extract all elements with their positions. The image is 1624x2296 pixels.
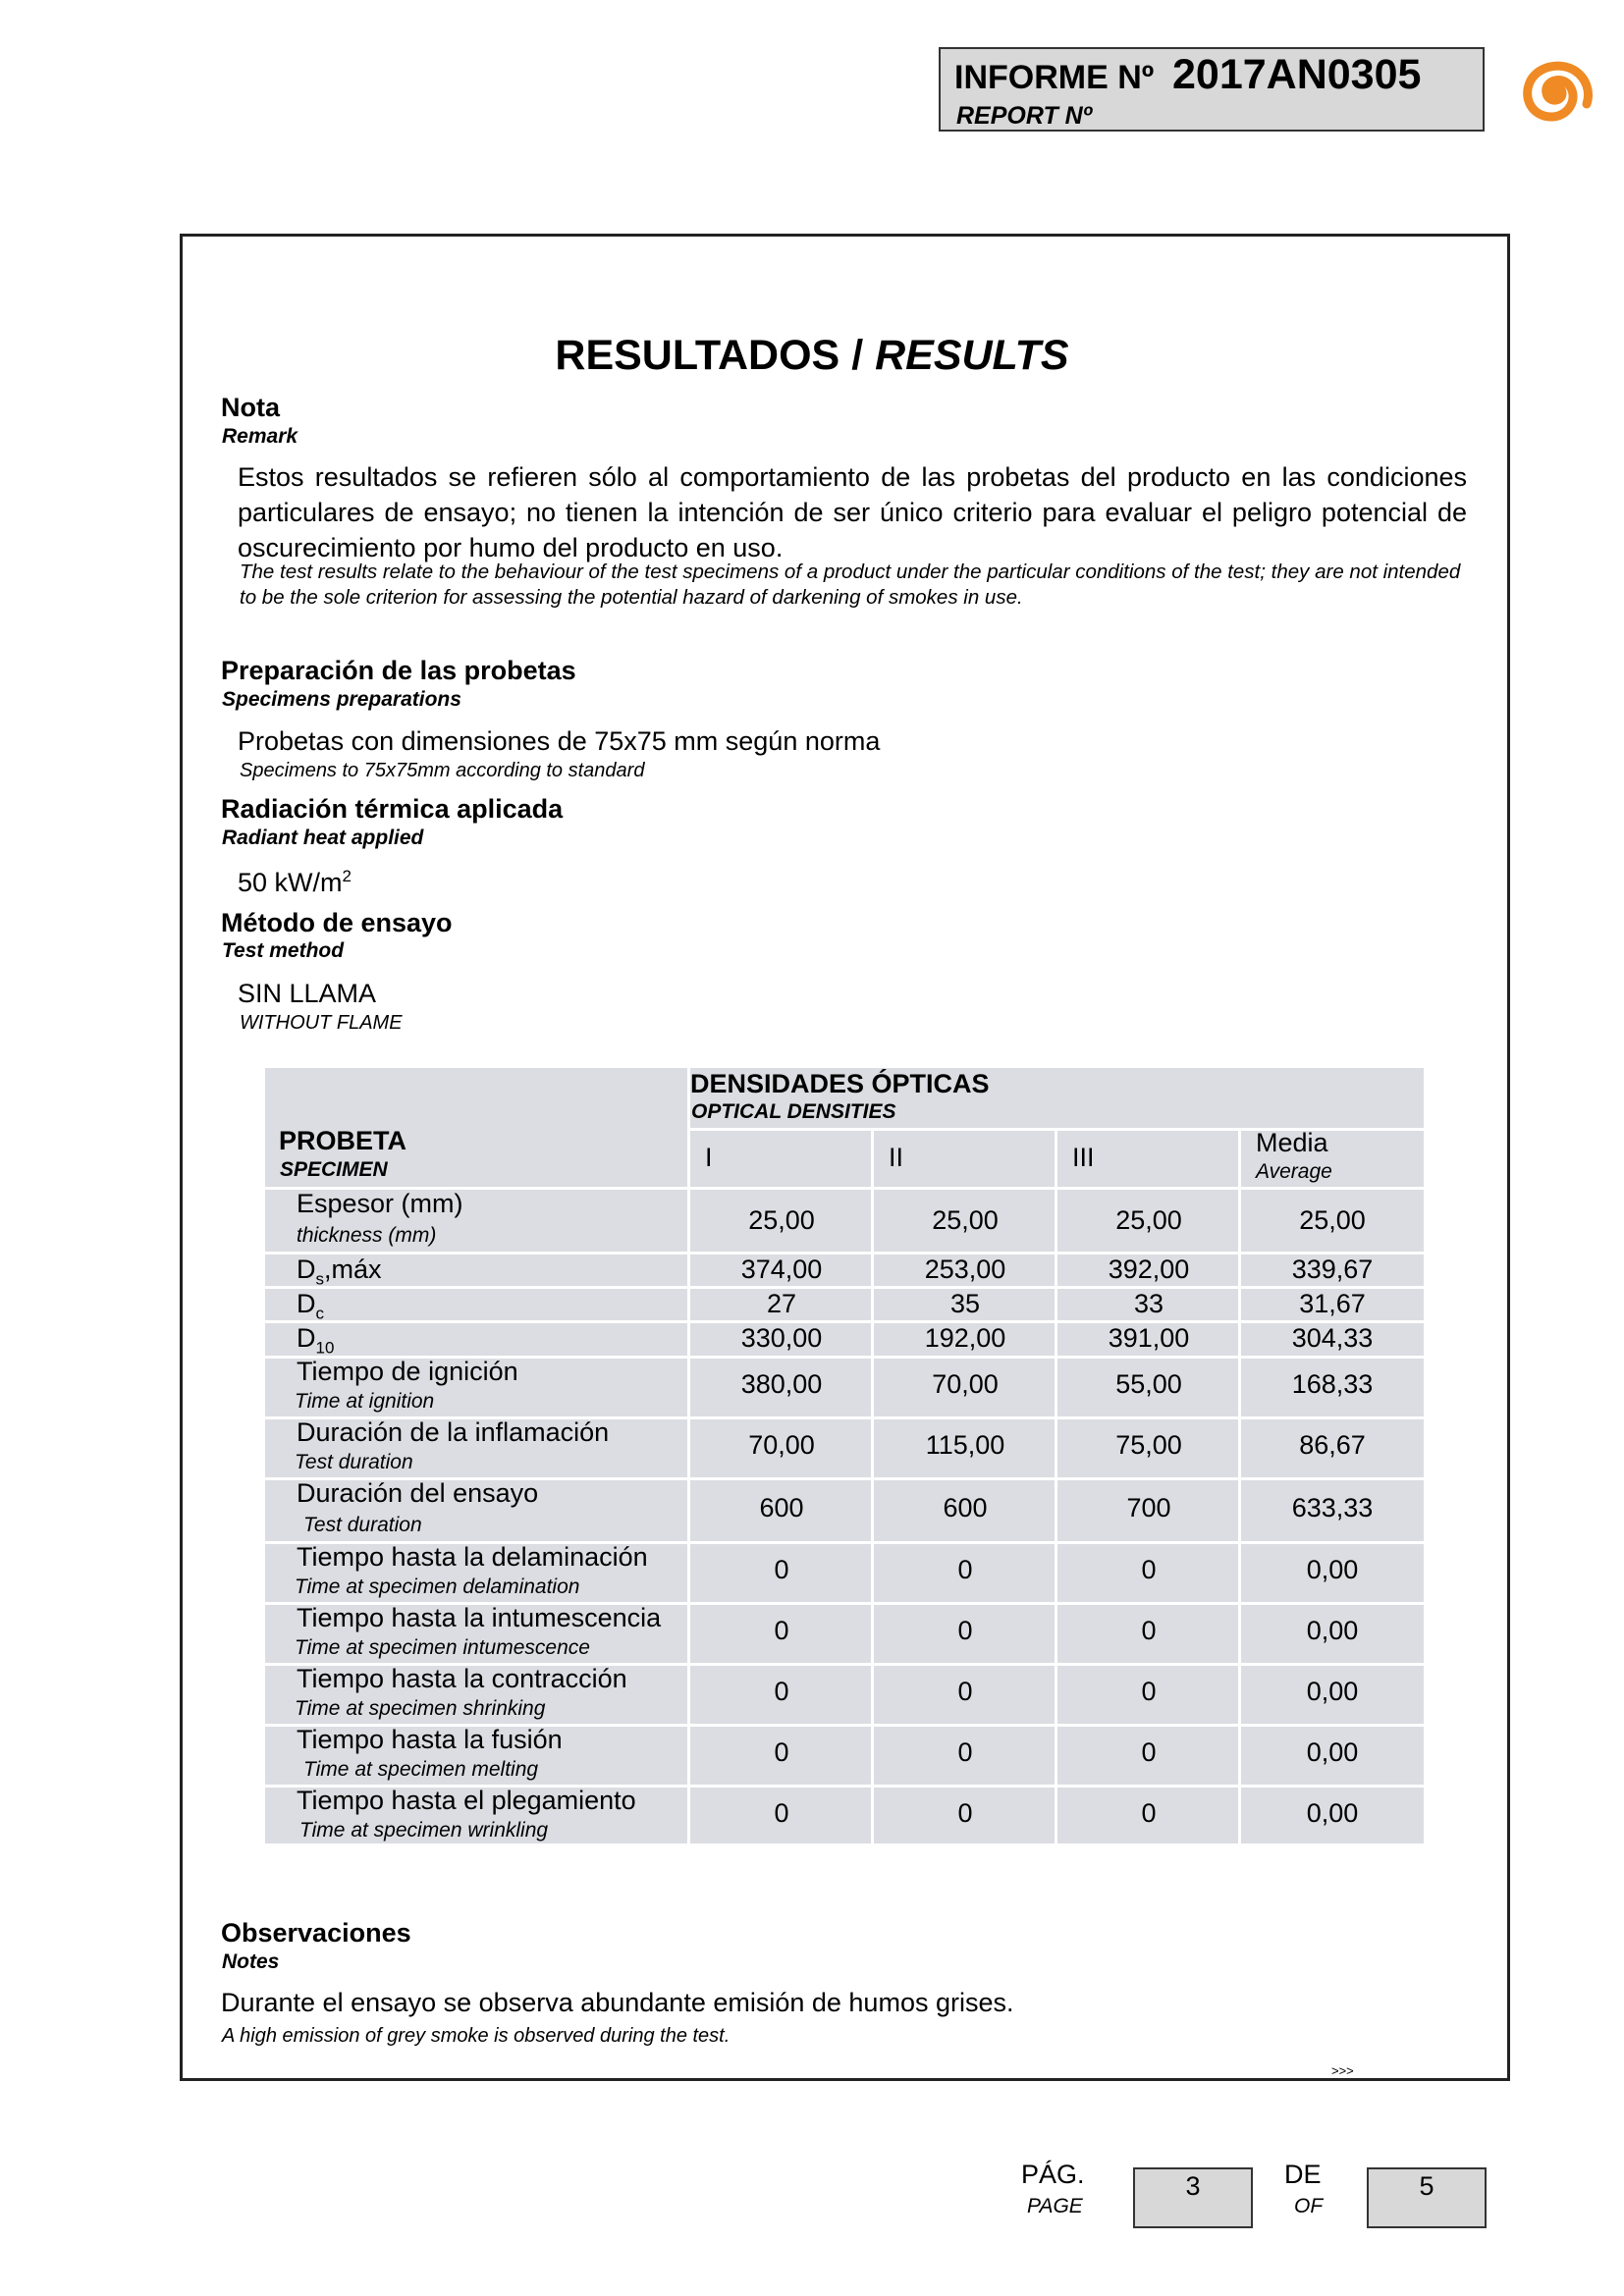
preparation-text-en: Specimens to 75x75mm according to standard: [240, 760, 645, 781]
remark-heading-en: Remark: [222, 425, 298, 448]
remark-text-en: The test results relate to the behaviour of the test specimens of a product under the particular conditions of the test; they are not intended to be the sole criterion for assessing the potential hazard of darkening of smokes in use.: [240, 561, 1461, 609]
radiant-value: 50 $kW/m^2$: [238, 867, 352, 897]
radiant-heading-en: Radiant heat applied: [222, 827, 424, 849]
column-header-average: Media: [1256, 1128, 1328, 1157]
group-title: DENSIDADES ÓPTICAS: [690, 1069, 990, 1098]
of-label-en: OF: [1294, 2195, 1324, 2217]
report-label: REPORT Nº: [956, 102, 1092, 130]
page-label: PÁG.: [1021, 2160, 1085, 2189]
notes-text-en: A high emission of grey smoke is observed during the test.: [222, 2025, 731, 2047]
page-title: [0, 332, 1624, 380]
column-header-3: III: [1072, 1143, 1095, 1172]
spiral-logo-icon: [1508, 49, 1597, 132]
column-header-1: I: [705, 1143, 713, 1172]
informe-label: INFORME Nº: [954, 59, 1155, 96]
preparation-heading-en: Specimens preparations: [222, 688, 461, 711]
continuation-mark: >>>: [1331, 2063, 1354, 2078]
method-text-en: WITHOUT FLAME: [240, 1012, 403, 1034]
report-number-box: [939, 47, 1485, 132]
optical-density-table: DENSIDADES ÓPTICAS OPTICAL DENSITIES PROBETA SPECIMEN I II III Media Average Espesor (mm) thickness (mm) 25,00 25,00 25,00 25,00 $D_s,máx$ 374,00 253,00 392,00 339,67 $D_c$ 27 35 33 31,67 $D_{10}$ 330,00 192,00 391,00 304,33 Tiempo de ignición Time at ignition 380,00 70,00 55,00 168,33 Duración de la inflamación Test duration 70,00 115,00 75,00 86,67 Duración del ensayo Test duration 600 600 700 633,33 Tiempo hasta la delaminación Time at specimen delamination 0 0 0 0,00 Tiempo hasta la intumescencia Time at specimen intumescence 0 0 0 0,00 Tiempo hasta la contracción Time at specimen shrinking 0 0 0 0,00 Tiempo hasta la fusión Time at specimen melting 0 0 0 0,00 Tiempo hasta el plegamiento Time at specimen wrinkling 0 0 0 0,00: [265, 1068, 1424, 1843]
radiant-heading: Radiación térmica aplicada: [221, 794, 564, 824]
title-en: RESULTS: [875, 332, 1069, 379]
preparation-heading: Preparación de las probetas: [221, 656, 576, 685]
column-header-average-en: Average: [1256, 1160, 1332, 1183]
page-label-en: PAGE: [1027, 2195, 1083, 2217]
notes-heading-en: Notes: [222, 1950, 280, 1973]
notes-heading: Observaciones: [221, 1918, 411, 1948]
specimen-header: PROBETA: [279, 1126, 407, 1155]
method-heading: Método de ensayo: [221, 908, 453, 937]
report-number: 2017AN0305: [1172, 51, 1422, 98]
title-es: RESULTADOS /: [555, 332, 876, 379]
group-title-en: OPTICAL DENSITIES: [691, 1100, 896, 1123]
column-header-2: II: [889, 1143, 904, 1172]
of-label: DE: [1284, 2160, 1322, 2189]
method-text: SIN LLAMA: [238, 979, 377, 1008]
remark-heading: Nota: [221, 393, 280, 422]
preparation-text: Probetas con dimensiones de 75x75 mm según norma: [238, 726, 881, 756]
specimen-header-en: SPECIMEN: [280, 1158, 388, 1181]
method-heading-en: Test method: [222, 939, 345, 962]
total-pages: 5: [1367, 2167, 1487, 2228]
page-number: 3: [1133, 2167, 1253, 2228]
notes-text: Durante el ensayo se observa abundante emisión de humos grises.: [221, 1988, 1014, 2017]
remark-text: Estos resultados se refieren sólo al comportamiento de las probetas del producto en las condiciones particulares de ensayo; no tienen la intención de ser único criterio para evaluar el peligro potencial de oscurecimiento por humo del producto en uso.: [238, 462, 1467, 562]
